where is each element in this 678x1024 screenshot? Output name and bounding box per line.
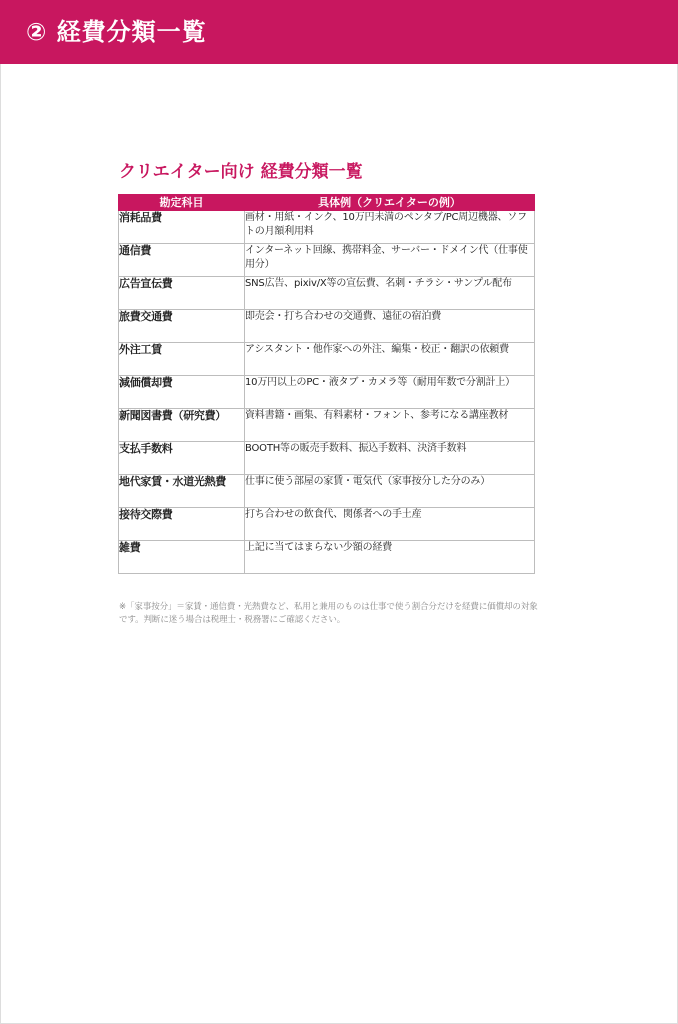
page-title: ② 経費分類一覧	[26, 18, 207, 46]
table-row	[119, 277, 535, 310]
expense-category-table	[118, 194, 535, 574]
table-row	[119, 508, 535, 541]
account-cell: 新聞図書費（研究費）	[119, 409, 245, 442]
account-cell: 通信費	[119, 244, 245, 277]
example-cell: インターネット回線、携帯料金、サーバー・ドメイン代（仕事使用分）	[245, 244, 535, 277]
table-row	[119, 409, 535, 442]
section-title: クリエイター向け 経費分類一覧	[119, 162, 363, 182]
example-cell: BOOTH等の販売手数料、振込手数料、決済手数料	[245, 442, 535, 475]
example-cell: 即売会・打ち合わせの交通費、遠征の宿泊費	[245, 310, 535, 343]
account-cell: 広告宣伝費	[119, 277, 245, 310]
account-cell: 地代家賃・水道光熱費	[119, 475, 245, 508]
account-cell: 接待交際費	[119, 508, 245, 541]
example-cell: SNS広告、pixiv/X等の宣伝費、名刺・チラシ・サンプル配布	[245, 277, 535, 310]
table-header-row	[119, 195, 535, 211]
table-row	[119, 343, 535, 376]
example-cell: 画材・用紙・インク、10万円未満のペンタブ/PC周辺機器、ソフトの月額利用料	[245, 211, 535, 244]
header-band	[0, 0, 678, 64]
table-row	[119, 310, 535, 343]
footnote: ※「家事按分」＝家賃・通信費・光熱費など、私用と兼用のものは仕事で使う割合分だけを経費に価償却の対象です。判断に迷う場合は税理士・税務署にご確認ください。	[119, 602, 538, 625]
table-row	[119, 211, 535, 244]
example-cell: 資料書籍・画集、有料素材・フォント、参考になる講座教材	[245, 409, 535, 442]
example-cell: 仕事に使う部屋の家賃・電気代（家事按分した分のみ）	[245, 475, 535, 508]
table-row	[119, 541, 535, 574]
account-cell: 消耗品費	[119, 211, 245, 244]
column-header-account: 勘定科目	[119, 195, 245, 211]
table-row	[119, 244, 535, 277]
example-cell: 上記に当てはまらない少額の経費	[245, 541, 535, 574]
account-cell: 減価償却費	[119, 376, 245, 409]
column-header-examples: 具体例（クリエイターの例）	[245, 195, 535, 211]
table-row	[119, 475, 535, 508]
example-cell: アシスタント・他作家への外注、編集・校正・翻訳の依頼費	[245, 343, 535, 376]
account-cell: 旅費交通費	[119, 310, 245, 343]
example-cell: 打ち合わせの飲食代、関係者への手土産	[245, 508, 535, 541]
account-cell: 外注工賃	[119, 343, 245, 376]
table-row	[119, 376, 535, 409]
account-cell: 支払手数料	[119, 442, 245, 475]
table-row	[119, 442, 535, 475]
account-cell: 雑費	[119, 541, 245, 574]
example-cell: 10万円以上のPC・液タブ・カメラ等（耐用年数で分割計上）	[245, 376, 535, 409]
